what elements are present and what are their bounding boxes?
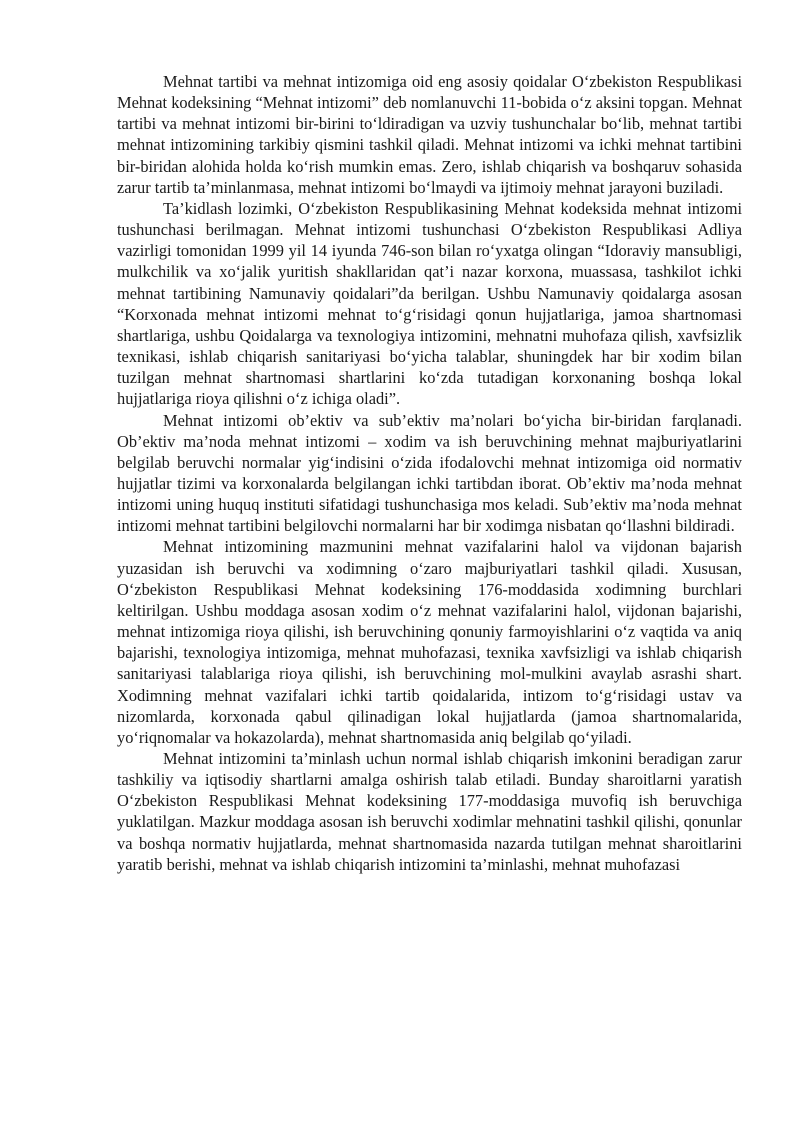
paragraph-4: Mehnat intizomining mazmunini mehnat vazifalarini halol va vijdonan bajarish yuzasidan ish beruvchi va xodimning o‘zaro majburiyatlari tashkil qiladi. Xususan, O‘zbekiston Respublikasi Mehnat kodeksining 176-moddasida xodimning burchlari keltirilgan. Ushbu moddaga asosan xodim o‘z mehnat vazifalarini halol, vijdonan bajarishi, mehnat intizomiga rioya qilishi, ish beruvchining qonuniy farmoyishlarini o‘z vaqtida va aniq bajarishi, texnologiya intizomiga, mehnat muhofazasi, texnika xavfsizligi va ishlab chiqarish sanitariyasi talablariga rioya qilishi, ish beruvchining mol-mulkini avaylab asrashi shart. Xodimning mehnat vazifalari ichki tartib qoidalarida, intizom to‘g‘risidagi ustav va nizomlarda, korxonada qabul qilinadigan lokal hujjatlarda (jamoa shartnomalarida, yo‘riqnomalar va hokazolarda), mehnat shartnomasida aniq belgilab qo‘yiladi. (117, 537, 742, 747)
paragraph-1: Mehnat tartibi va mehnat intizomiga oid eng asosiy qoidalar O‘zbekiston Respublikasi Mehnat kodeksining “Mehnat intizomi” deb nomlanuvchi 11-bobida o‘z aksini topgan. Mehnat tartibi va mehnat intizomi bir-birini to‘ldiradigan va uzviy tushunchalar bo‘lib, mehnat tartibi mehnat intizomining tarkibiy qismini tashkil qiladi. Mehnat intizomi va ichki mehnat tartibini bir-biridan alohida holda ko‘rish mumkin emas. Zero, ishlab chiqarish va boshqaruv sohasida zarur tartib ta’minlanmasa, mehnat intizomi bo‘lmaydi va ijtimoiy mehnat jarayoni buziladi. (117, 72, 742, 197)
paragraph-3: Mehnat intizomi ob’ektiv va sub’ektiv ma’nolari bo‘yicha bir-biridan farqlanadi. Ob’ektiv ma’noda mehnat intizomi – xodim va ish beruvchining mehnat majburiyatlarini belgilab beruvchi normalar yig‘indisini o‘zida ifodalovchi mehnat intizomiga oid normativ hujjatlar tizimi va korxonalarda belgilangan ichki tartibdan iborat. Ob’ektiv ma’noda mehnat intizomi uning huquq instituti sifatidagi tushunchasiga mos keladi. Sub’ektiv ma’noda mehnat intizomi mehnat tartibini belgilovchi normalarni har bir xodimga nisbatan qo‘llashni bildiradi. (117, 410, 742, 536)
paragraph-5: Mehnat intizomini ta’minlash uchun normal ishlab chiqarish imkonini beradigan zarur tashkiliy va iqtisodiy shartlarni amalga oshirish talab etiladi. Bunday sharoitlarni yaratish O‘zbekiston Respublikasi Mehnat kodeksining 177-moddasiga muvofiq ish beruvchiga yuklatilgan. Mazkur moddaga asosan ish beruvchi xodimlar mehnatini tashkil qilishi, qonunlar va boshqa normativ hujjatlarda, mehnat shartnomasida nazarda tutilgan mehnat sharoitlarini yaratib berishi, mehnat va ishlab chiqarish intizomini ta’minlashi, mehnat muhofazasi (117, 749, 742, 874)
paragraph-2: Ta’kidlash lozimki, O‘zbekiston Respublikasining Mehnat kodeksida mehnat intizomi tushunchasi berilmagan. Mehnat intizomi tushunchasi O‘zbekiston Respublikasi Adliya vazirligi tomonidan 1999 yil 14 iyunda 746-son bilan ro‘yxatga olingan “Idoraviy mansubligi, mulkchilik va xo‘jalik yuritish shakllaridan qat’i nazar korxona, muassasa, tashkilot ichki mehnat tartibining Namunaviy qoidalari”da berilgan. Ushbu Namunaviy qoidalarga asosan “Korxonada mehnat intizomi mehnat to‘g‘risidagi qonun hujjatlariga, jamoa shartnomasi shartlariga, ushbu Qoidalarga va texnologiya intizomini, mehnatni muhofaza qilish, xavfsizlik texnikasi, ishlab chiqarish sanitariyasi bo‘yicha talablar, shuningdek har bir xodim bilan tuzilgan mehnat shartnomasi shartlarini ko‘zda tutadigan korxonaning boshqa lokal hujjatlariga rioya qilishni o‘z ichiga oladi”. (117, 198, 742, 409)
